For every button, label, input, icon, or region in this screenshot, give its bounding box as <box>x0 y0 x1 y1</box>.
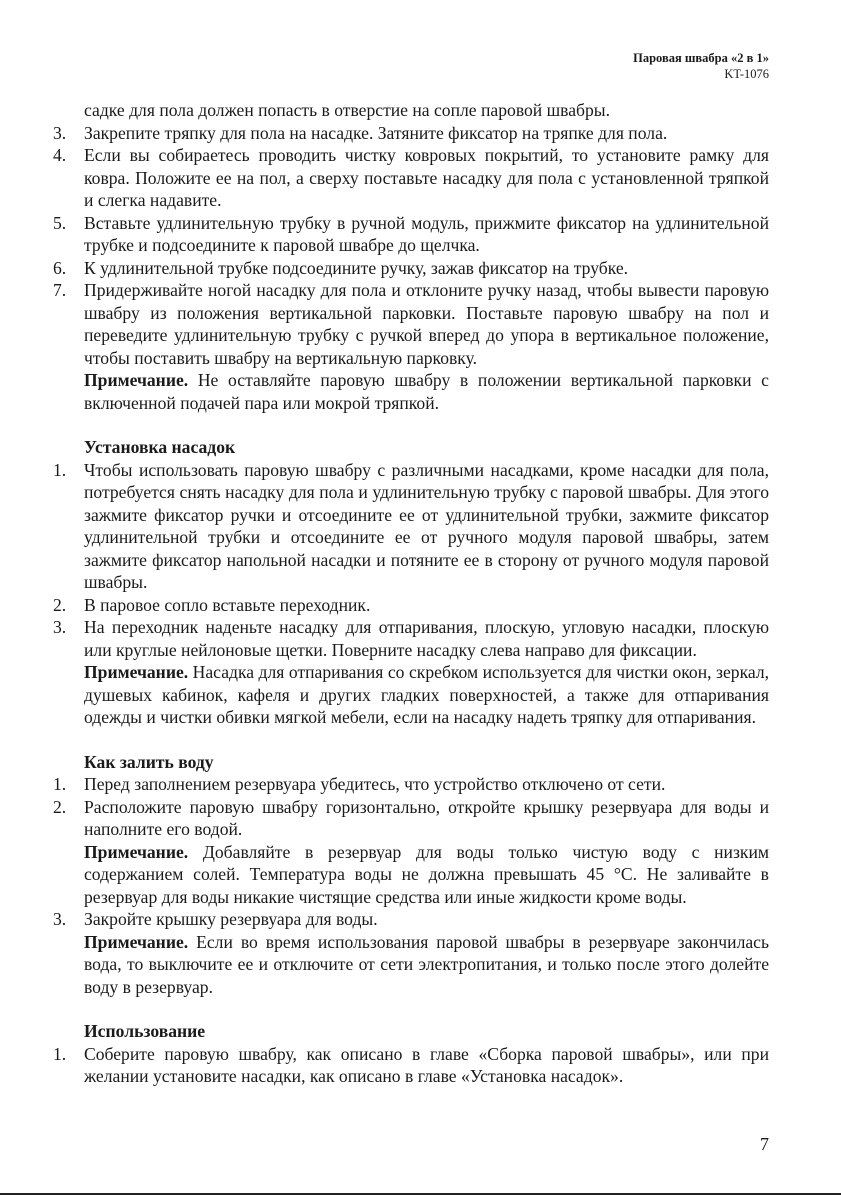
note <box>53 931 769 999</box>
list-text: Расположите паровую швабру горизонтально, откройте крышку резервуара для воды и наполните его водой. <box>84 796 769 839</box>
note-text: Добавляйте в резервуар для воды только чистую воду с низким содержанием солей. Температура воды не должна превышать 45 °C. Не заливайте в резервуар для воды никакие чистящие средства или иные жидкости кроме воды. <box>84 841 769 907</box>
list-text: В паровое сопло вставьте переходник. <box>84 594 371 615</box>
list-item <box>53 144 769 212</box>
note <box>53 841 769 909</box>
list-text: Закрепите тряпку для пола на насадке. Затяните фиксатор на тряпке для пола. <box>84 122 668 143</box>
list-text: Если вы собираетесь проводить чистку ковровых покрытий, то установите рамку для ковра. Положите ее на пол, а сверху поставьте насадку для пола с установленной тряпкой и слегка надавите. <box>84 145 769 210</box>
list-number: 1. <box>53 1043 67 1064</box>
list-text: На переходник наденьте насадку для отпаривания, плоскую, угловую насадки, плоскую или круглые нейлоновые щетки. Поверните насадку слева направо для фиксации. <box>84 617 769 660</box>
list-text: Перед заполнением резервуара убедитесь, что устройство отключено от сети. <box>84 774 666 794</box>
list-text: Придерживайте ногой насадку для пола и отклоните ручку назад, чтобы вывести паровую швабру из положения вертикальной парковки. Поставьте паровую швабру на пол и переведите удлинительную трубку с ручкой вперед до упора в вертикальное положение, чтобы поставить швабру на вертикальную парковку. <box>84 280 769 368</box>
note-text: Если во время использования паровой швабры в резервуаре закончилась вода, то выключите ее и отключите от сети электропитания, и только после этого долейте воду в резервуар. <box>84 931 769 997</box>
section-heading-water: Как залить воду <box>84 751 214 772</box>
note <box>53 661 769 729</box>
list-text: Закройте крышку резервуара для воды. <box>84 909 378 929</box>
list-number: 2. <box>53 796 67 817</box>
note-label: Примечание. <box>84 931 189 952</box>
note <box>53 369 769 414</box>
page-header <box>633 50 769 82</box>
list-item <box>53 279 769 369</box>
list-number: 2. <box>53 594 67 615</box>
list-item <box>53 796 769 841</box>
list-number: 1. <box>53 774 67 794</box>
list-number: 7. <box>53 280 67 300</box>
page-number: 7 <box>760 1134 769 1154</box>
section-heading-usage: Использование <box>84 1021 206 1041</box>
list-text: Вставьте удлинительную трубку в ручной модуль, прижмите фиксатор на удлинительной трубке и подсоедините к паровой швабре до щелчка. <box>84 212 769 255</box>
list-item <box>53 257 769 280</box>
list-number: 6. <box>53 257 67 278</box>
page-content <box>53 99 769 1088</box>
continuation-text: садке для пола должен попасть в отверстие на сопле паровой швабры. <box>84 100 611 120</box>
list-number: 3. <box>53 909 67 929</box>
list-item <box>53 459 769 594</box>
list-text: Чтобы использовать паровую швабру с различными насадками, кроме насадки для пола, потребуется снять насадку для пола и удлинительную трубку с паровой швабры. Для этого зажмите фиксатор ручки и отсоедините ее от удлинительной трубки, зажмите фиксатор удлинительной трубки и отсоедините ее от ручного модуля паровой швабры, затем зажмите фиксатор напольной насадки и потяните ее в сторону от ручного модуля паровой швабры. <box>84 459 769 592</box>
list-item <box>53 616 769 661</box>
list-number: 1. <box>53 459 67 480</box>
list-item <box>53 122 769 145</box>
list-item <box>53 773 769 796</box>
note-label: Примечание. <box>84 841 189 862</box>
note-text: Не оставляйте паровую швабру в положении вертикальной парковки с включенной подачей пара или мокрой тряпкой. <box>84 370 769 413</box>
model-number: KT-1076 <box>724 67 769 81</box>
section-heading-attachments: Установка насадок <box>84 437 236 457</box>
list-item <box>53 212 769 257</box>
note-text: Насадка для отпаривания со скребком используется для чистки окон, зеркал, душевых кабинок, кафеля и других гладких поверхностей, а также для отпаривания одежды и чистки обивки мягкой мебели, если на насадку надеть тряпку для отпаривания. <box>84 662 769 727</box>
list-text: К удлинительной трубке подсоедините ручку, зажав фиксатор на трубке. <box>84 257 629 278</box>
product-title: Паровая швабра «2 в 1» <box>633 51 769 65</box>
list-item <box>53 1043 769 1088</box>
bottom-rule <box>0 1193 841 1195</box>
list-item <box>53 594 769 617</box>
note-label: Примечание. <box>84 662 189 682</box>
list-number: 3. <box>53 122 67 143</box>
list-item <box>53 908 769 931</box>
list-number: 3. <box>53 617 67 637</box>
list-number: 4. <box>53 145 67 165</box>
list-text: Соберите паровую швабру, как описано в главе «Сборка паровой швабры», или при желании установите насадки, как описано в главе «Установка насадок». <box>84 1043 769 1086</box>
list-number: 5. <box>53 212 67 233</box>
note-label: Примечание. <box>84 370 189 390</box>
